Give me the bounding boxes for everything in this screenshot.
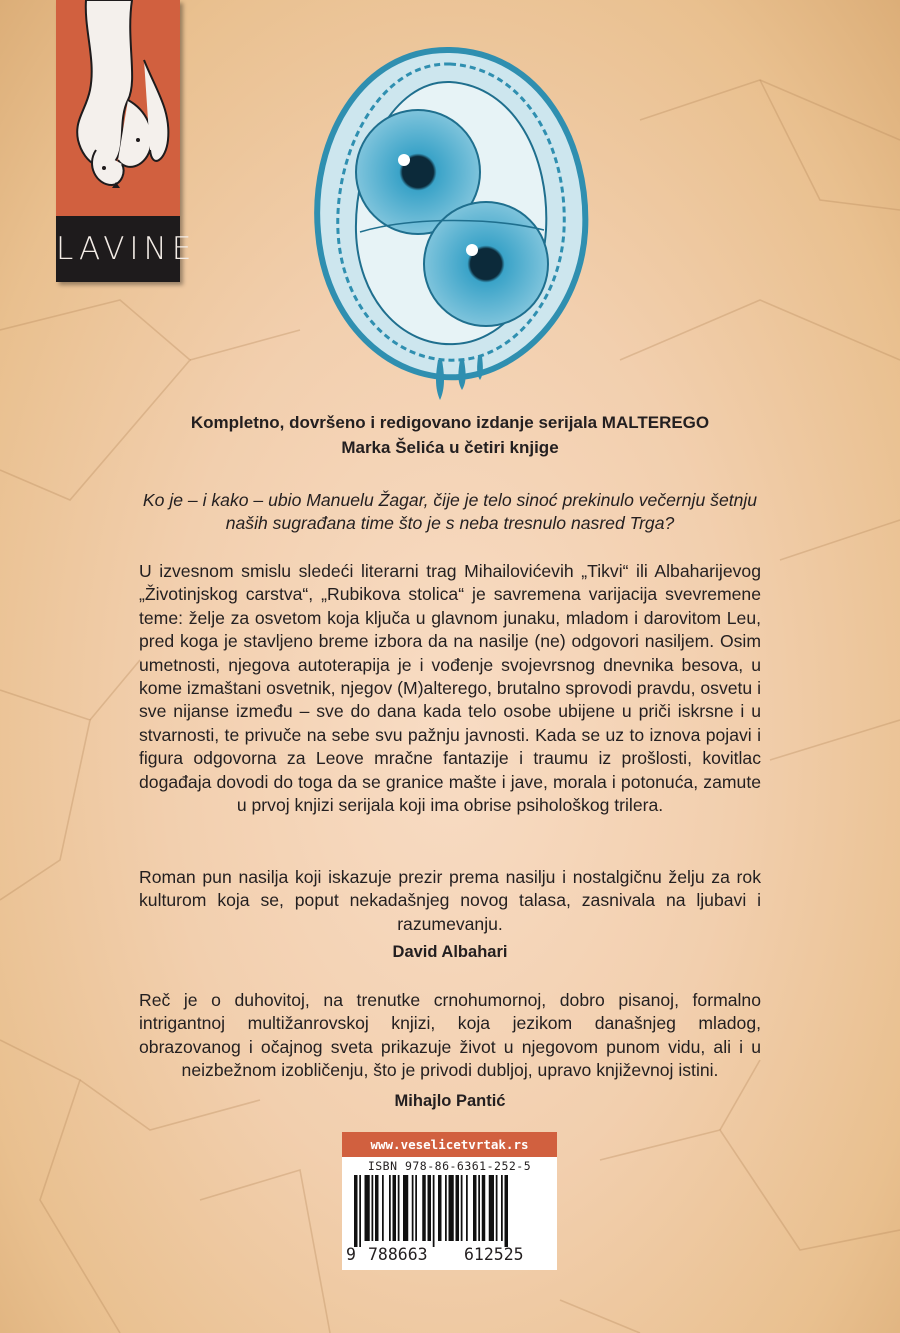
edition-headline xyxy=(139,410,761,460)
seed-eyes-illustration xyxy=(300,42,600,412)
headline-line-1: Kompletno, dovršeno i redigovano izdanje serijala MALTEREGO xyxy=(190,413,710,432)
review-author-2: Mihajlo Pantić xyxy=(394,1092,506,1110)
barcode-digit-group-1: 788663 xyxy=(368,1245,428,1264)
isbn-barcode xyxy=(342,1157,557,1270)
synopsis-paragraph: U izvesnom smislu sledeći literarni trag Mihailovićevih „Tikvi“ ili Albaharijevog „Životinjskog carstva“, „Rubikova stolica“ je savremena varijacija svevremene teme: želje za osvetom koja ključa u glavnom junaku, mladom i darovitom Leu, pred koga je stavljeno breme izbora da na nasilje (ne) odgovori nasiljem. Osim umetnosti, njegova autoterapija je i vođenje svojevrsnog dnevnika besova, u kome izmaštani osvetnik, njegov (M)alterego, brutalno sprovodi pravdu, osvetu i sve nijanse između – sve do dana kada telo osobe ubijene u priči iskrsne i u stvarnosti, te privuče na sebe svu pažnju javnosti. Kada se uz to iznova pojavi i figura odgovorna za Leove mračne fantazije i traumu iz prošlosti, kovitlac događaja dovodi do toga da se granice mašte i jave, morala i potonuća, zamute u prvoj knjizi serijala koji ima obrise psihološkog trilera. xyxy=(139,561,761,816)
isbn-number: ISBN 978-86-6361-252-5 xyxy=(367,1159,532,1173)
review-quote-2: Reč je o duhovitoj, na trenutke crnohumornoj, dobro pisanoj, formalno intrigantnoj multižanrovskoj knjizi, koja jezikom današnjeg mladog, obrazovanog i očajnog sveta prikazuje život u njegovom punom vidu, ali i u neizbežnom izobličenju, što je privodi dubljoj, upravo književnoj istini. xyxy=(139,990,761,1081)
series-banner xyxy=(56,0,197,282)
opening-question: Ko je – i kako – ubio Manuelu Žagar, čije je telo sinoć prekinulo večernju šetnju naših sugrađana time što je s neba tresnulo nasred Trga? xyxy=(142,490,758,534)
barcode-bars xyxy=(354,1175,550,1247)
review-quote-1: Roman pun nasilja koji iskazuje prezir prema nasilju i nostalgičnu želju za rok kulturom koja se, poput nekadašnjeg novog talasa, zasnivala na ljubavi i razumevanju. xyxy=(139,867,761,934)
barcode-digit-group-2: 612525 xyxy=(464,1245,524,1264)
barcode-digit-prefix: 9 xyxy=(346,1245,356,1264)
series-label: LAVINE xyxy=(56,216,180,282)
wolves-illustration xyxy=(56,0,180,216)
review-author-1: David Albahari xyxy=(392,943,508,961)
headline-line-2: Marka Šelića u četiri knjige xyxy=(341,438,559,457)
publisher-url[interactable]: www.veselicetvrtak.rs xyxy=(342,1132,557,1157)
